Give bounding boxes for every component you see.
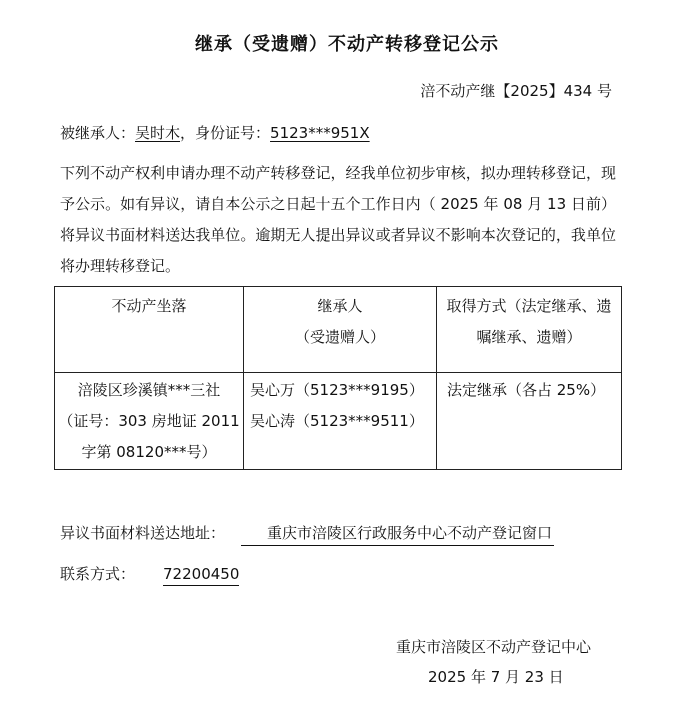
header-location: 不动产坐落: [55, 287, 244, 373]
cell-acquisition-method: 法定继承（各占 25%）: [437, 373, 622, 470]
contact-info: [60, 563, 239, 586]
table-header-row: [55, 287, 622, 373]
header-heir-line1: 继承人: [317, 297, 363, 315]
address-label: 异议书面材料送达地址：: [60, 524, 226, 542]
header-acquisition: [437, 287, 622, 373]
header-heir: [244, 287, 437, 373]
heir-entry-1: 吴心万（5123***9195）: [250, 381, 424, 399]
header-acquisition-line1: 取得方式（法定继承、遗: [446, 297, 612, 315]
header-heir-line2: （受遗赠人）: [294, 328, 385, 346]
contact-label: 联系方式：: [60, 565, 136, 583]
decedent-name: 吴时木: [135, 124, 181, 142]
page-title: 继承（受遗赠）不动产转移登记公示: [195, 34, 499, 55]
location-line1: 涪陵区珍溪镇***三社: [77, 381, 221, 399]
id-label: ，身份证号：: [180, 124, 271, 142]
decedent-label: 被继承人：: [60, 124, 136, 142]
issue-date: 2025 年 7 月 23 日: [428, 668, 564, 686]
location-line2: （证号：303 房地证 2011: [58, 412, 240, 430]
header-acquisition-line2: 嘱继承、遗赠）: [476, 328, 582, 346]
notice-paragraph: 下列不动产权利申请办理不动产转移登记，经我单位初步审核，拟办理转移登记，现予公示。如有异议，请自本公示之日起十五个工作日内（ 2025 年 08 月 13 日前）将异议书面材料送达我单位。逾期无人提出异议或者异议不影响本次登记的，我单位将办理转移登记。: [60, 164, 616, 275]
contact-value: 72200450: [163, 565, 239, 586]
cell-location: [55, 373, 244, 470]
issuer-name: 重庆市涪陵区不动产登记中心: [396, 638, 592, 656]
table-row: [55, 373, 622, 470]
decedent-id: 5123***951X: [270, 124, 370, 142]
decedent-info: [60, 122, 370, 143]
heir-entry-2: 吴心涛（5123***9511）: [250, 412, 424, 430]
cell-heirs: [244, 373, 437, 470]
property-table: [54, 286, 622, 470]
address-value: 重庆市涪陵区行政服务中心不动产登记窗口: [241, 522, 554, 546]
objection-address: [60, 522, 554, 546]
location-line3: 字第 08120***号）: [81, 443, 217, 461]
document-number: 涪不动产继【2025】434 号: [420, 82, 612, 100]
